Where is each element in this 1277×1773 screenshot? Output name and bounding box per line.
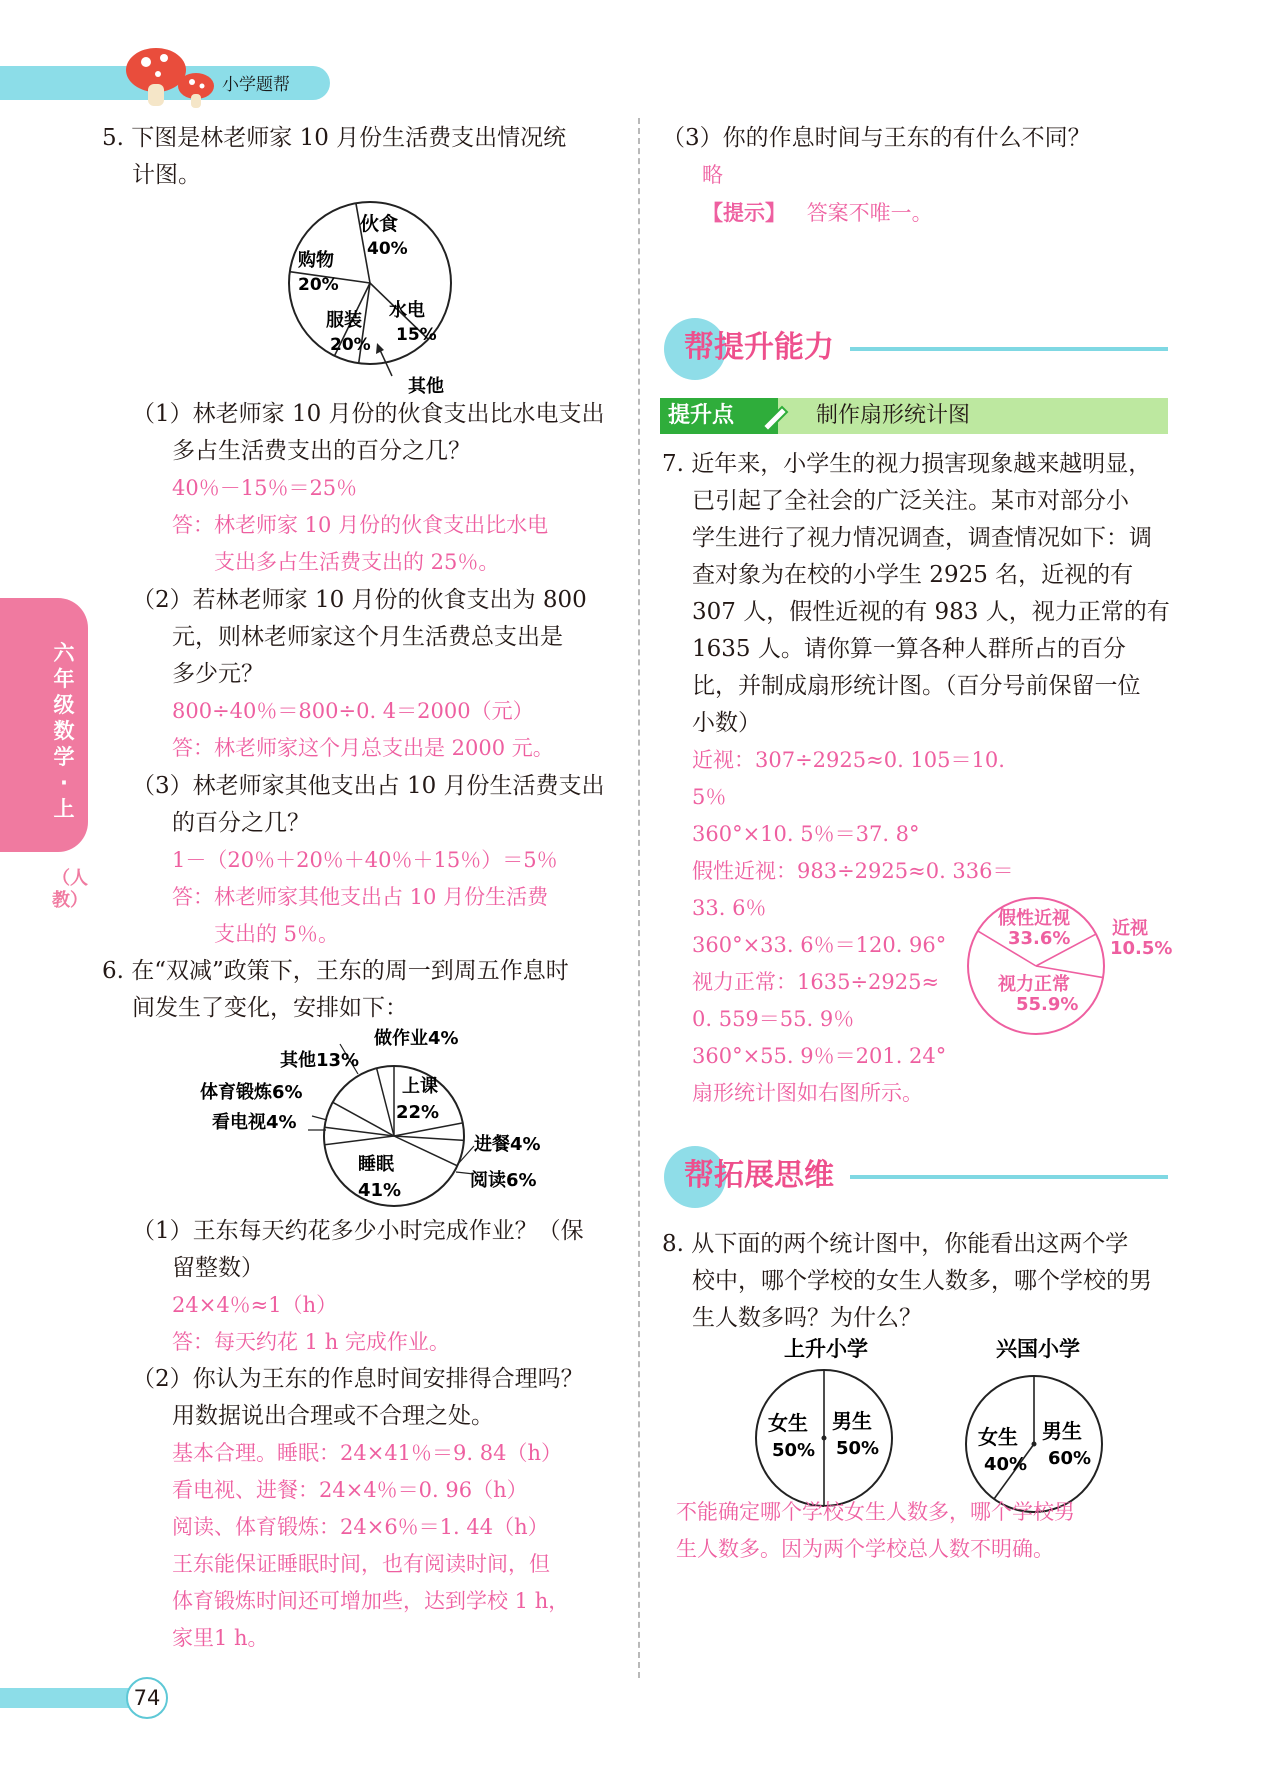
mushroom-icon — [120, 40, 220, 112]
pie3-value-normal: 55.9% — [1016, 994, 1079, 1015]
pie2-label-homework: 做作业4% — [374, 1028, 459, 1049]
q7-answer: 近视：307÷2925≈0. 105＝10. 5％ 360°×10. 5％＝37. 8° 假性近视：983÷2925≈0. 336＝33. 6％ 360°×33. 6％＝120. 96° 视力正常：1635÷2925≈ 0. 559＝55. 9％ 360°×55. 9％＝201. 24° 扇形统计图如右图所示。 — [692, 748, 1014, 1105]
pie2-label-sleep: 睡眠 — [358, 1154, 394, 1175]
footer-band — [0, 1688, 132, 1708]
side-tab-label: 六年级数学·上 — [53, 641, 75, 821]
pie2-label-meal: 进餐4% — [474, 1134, 541, 1155]
school2-title: 兴国小学 — [996, 1337, 1080, 1361]
pie2-label-class: 上课 — [402, 1076, 438, 1097]
q6-stem: 6. 在“双减”政策下，王东的周一到周五作息时 间发生了变化，安排如下： — [102, 958, 569, 1021]
school1-value-girls: 50% — [772, 1440, 816, 1461]
section2-rule — [850, 1175, 1168, 1179]
pie2-value-sleep: 41% — [358, 1180, 402, 1201]
page-number: 74 — [126, 1677, 168, 1719]
pie3-label-normal: 视力正常 — [998, 974, 1070, 995]
pencil-icon — [760, 402, 792, 430]
side-tab-edition: （人教） — [52, 868, 88, 911]
pie1-label-clothes: 服装 — [326, 310, 362, 331]
school1-label-boys: 男生 — [832, 1409, 872, 1433]
section2-title: 帮拓展思维 — [684, 1158, 834, 1193]
q7-stem: 7. 近年来，小学生的视力损害现象越来越明显， 已引起了全社会的广泛关注。某市对部分小 学生进行了视力情况调查，调查情况如下：调 查对象为在校的小学生 2925 名，近视的有 307 人，假性近视的有 983 人，视力正常的有 1635 人。请你算一算各种人群所占的百分 比，并制成扇形统计图。（百分号前保留一位 小数） — [662, 451, 1170, 736]
school2-value-boys: 60% — [1048, 1448, 1092, 1469]
q5-part1: （1）林老师家 10 月份的伙食支出比水电支出 多占生活费支出的百分之几？ 40％－15％＝25％ 答：林老师家 10 月份的伙食支出比水电 支出多占生活费支出的 25％。 — [132, 401, 605, 574]
slice-boundary-6 — [333, 1102, 394, 1136]
school1-title: 上升小学 — [784, 1337, 868, 1361]
section1-rule — [850, 347, 1168, 351]
slice-boundary-1 — [394, 1123, 463, 1136]
slice-boundary-2 — [394, 1136, 464, 1140]
q8-stem: 8. 从下面的两个统计图中，你能看出这两个学 校中，哪个学校的女生人数多，哪个学校的男 生人数多吗？为什么？ — [662, 1231, 1152, 1331]
pie3-value-pseudo: 33.6% — [1008, 928, 1071, 949]
pie-chart-vision — [960, 890, 1182, 1046]
pie3-label-myopia: 近视 — [1112, 918, 1148, 939]
pie1-value-food: 40% — [367, 239, 408, 259]
point-tag: 提升点 — [660, 398, 778, 434]
slice-boundary-3 — [394, 1136, 457, 1166]
pie1-value-clothes: 20% — [330, 335, 371, 355]
pie2-label-reading: 阅读6% — [470, 1170, 537, 1191]
pie2-label-tv: 看电视4% — [212, 1112, 297, 1133]
slice-boundary-5 — [325, 1127, 394, 1136]
q6-part3: （3）你的作息时间与王东的有什么不同？ 略 【提示】 答案不唯一。 — [662, 125, 1091, 225]
pie2-label-sports: 体育锻炼6% — [200, 1082, 303, 1103]
school2-label-girls: 女生 — [978, 1425, 1018, 1449]
pie3-label-pseudo: 假性近视 — [998, 908, 1070, 929]
pie1-label-utility: 水电 — [389, 300, 425, 321]
section1-title: 帮提升能力 — [684, 330, 834, 365]
pie-charts-schools — [740, 1328, 1160, 1518]
pie2-label-other: 其他13% — [280, 1050, 360, 1071]
pie1-value-utility: 15% — [396, 325, 437, 345]
column-divider — [638, 118, 640, 1678]
point-text: 制作扇形统计图 — [816, 403, 971, 428]
q5-stem: 5. 下图是林老师家 10 月份生活费支出情况统 计图。 — [102, 125, 567, 188]
school1-value-boys: 50% — [836, 1438, 880, 1459]
pie2-value-class: 22% — [396, 1102, 440, 1123]
pie-chart-schedule — [190, 1022, 560, 1208]
pie3-value-myopia: 10.5% — [1110, 938, 1173, 959]
q6-part1: （1）王东每天约花多少小时完成作业？（保 留整数） 24×4％≈1（h） 答：每天约花 1 h 完成作业。 — [132, 1218, 584, 1354]
slice-boundary-7 — [377, 1068, 394, 1136]
school2-value-girls: 40% — [984, 1454, 1028, 1475]
pie1-value-shopping: 20% — [298, 275, 339, 295]
q5-part2: （2）若林老师家 10 月份的伙食支出为 800 元，则林老师家这个月生活费总支出是 多少元？ 800÷40％＝800÷0. 4＝2000（元） 答：林老师家这个月总支出是 2000 元。 — [132, 587, 587, 760]
pie1-label-shopping: 购物 — [298, 250, 334, 271]
pie1-label-food: 伙食 — [360, 213, 399, 235]
header-title: 小学题帮 — [222, 75, 290, 95]
school1-label-girls: 女生 — [768, 1411, 808, 1435]
q6-part2: （2）你认为王东的作息时间安排得合理吗？ 用数据说出合理或不合理之处。 基本合理。睡眠：24×41％＝9. 84（h） 看电视、进餐：24×4％＝0. 96（h） 阅读、体育锻炼：24×6％＝1. 44（h） 王东能保证睡眠时间，也有阅读时间，但 体育锻炼时间还可增加些，达到学校 1 h， 家里1 h。 — [132, 1366, 584, 1650]
q5-part3: （3）林老师家其他支出占 10 月份生活费支出 的百分之几？ 1－（20％＋20％＋40％＋15％）＝5％ 答：林老师家其他支出占 10 月份生活费 支出的 5％。 — [132, 773, 605, 946]
hint-text: 答案不唯一。 — [806, 201, 933, 225]
q8-answer: 不能确定哪个学校女生人数多，哪个学校男 生人数多。因为两个学校总人数不明确。 — [676, 1500, 1075, 1561]
hint-label: 【提示】 — [702, 200, 786, 225]
slice-boundary-4 — [325, 1136, 394, 1145]
school2-label-boys: 男生 — [1042, 1419, 1082, 1443]
pie-chart-expenses — [280, 200, 480, 400]
pie1-label-other: 其他 — [408, 376, 444, 397]
